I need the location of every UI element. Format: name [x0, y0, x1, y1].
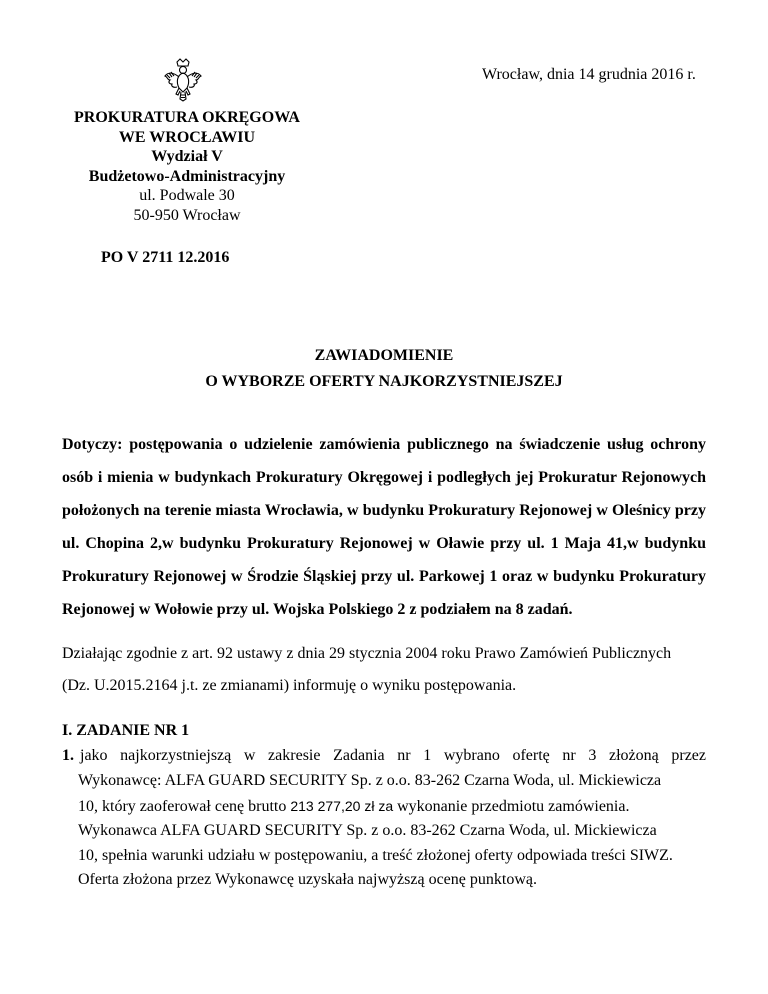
- item-first-line: jako najkorzystniejszą w zakresie Zadania nr 1 wybrano ofertę nr 3 złożoną przez: [80, 747, 706, 764]
- document-title: ZAWIADOMIENIE: [314, 347, 454, 364]
- item-line-6: Oferta złożona przez Wykonawcę uzyskała najwyższą ocenę punktową.: [78, 871, 537, 888]
- case-signature: PO V 2711 12.2016: [101, 249, 230, 266]
- item-line-3-post: wykonanie przedmiotu zamówienia.: [393, 797, 630, 815]
- sender-street: ul. Podwale 30: [139, 187, 235, 204]
- eagle-emblem-icon: [163, 58, 203, 102]
- intro-line-2: (Dz. U.2015.2164 j.t. ze zmianami) informuję o wyniku postępowania.: [62, 677, 517, 694]
- sender-org-line-2: WE WROCŁAWIU: [118, 128, 256, 146]
- intro-line-1: Działając zgodnie z art. 92 ustawy z dnia 29 stycznia 2004 roku Prawo Zamówień Publicznych: [62, 645, 672, 662]
- sender-postcode-city: 50-950 Wrocław: [133, 206, 241, 224]
- sender-department-name: Budżetowo-Administracyjny: [88, 167, 286, 185]
- item-line-4: Wykonawca ALFA GUARD SECURITY Sp. z o.o. 83-262 Czarna Woda, ul. Mickiewicza: [78, 822, 657, 839]
- subject-paragraph: Dotyczy: postępowania o udzielenie zamówienia publicznego na świadczenie usług ochrony osób i mienia w budynkach Prokuratury Okręgowej i podległych jej Prokuratur Rejonowych położonych na terenie miasta Wrocławia, w budynku Prokuratury Rejonowej w Oleśnicy przy ul. Chopina 2,w budynku Prokuratury Rejonowej w Oławie przy ul. 1 Maja 41,w budynku Prokuratury Rejonowej w Środzie Śląskiej przy ul. Parkowej 1 oraz w budynku Prokuratury Rejonowej w Wołowie przy ul. Wojska Polskiego 2 z podziałem na 8 zadań.: [62, 436, 706, 618]
- intro-paragraph: [62, 638, 706, 702]
- item-number: 1.: [62, 747, 74, 764]
- letter-date: Wrocław, dnia 14 grudnia 2016 r.: [482, 66, 696, 83]
- item-line-3-pre: 10, który zaoferował cenę brutto: [78, 797, 291, 815]
- item-body: [78, 769, 718, 893]
- item-line-2: Wykonawcę: ALFA GUARD SECURITY Sp. z o.o. 83-262 Czarna Woda, ul. Mickiewicza: [78, 772, 662, 789]
- item-line-3: [78, 794, 718, 820]
- item-line-5: 10, spełnia warunki udziału w postępowaniu, a treść złożonej oferty odpowiada treści SIWZ.: [78, 846, 673, 864]
- offer-price: 213 277,20 zł za: [290, 797, 394, 814]
- document-subtitle: O WYBORZE OFERTY NAJKORZYSTNIEJSZEJ: [205, 373, 563, 390]
- sender-org-line-1: PROKURATURA OKRĘGOWA: [74, 109, 300, 126]
- sender-block: [62, 108, 312, 225]
- section-heading: I. ZADANIE NR 1: [62, 722, 190, 739]
- sender-department: Wydział V: [151, 148, 223, 165]
